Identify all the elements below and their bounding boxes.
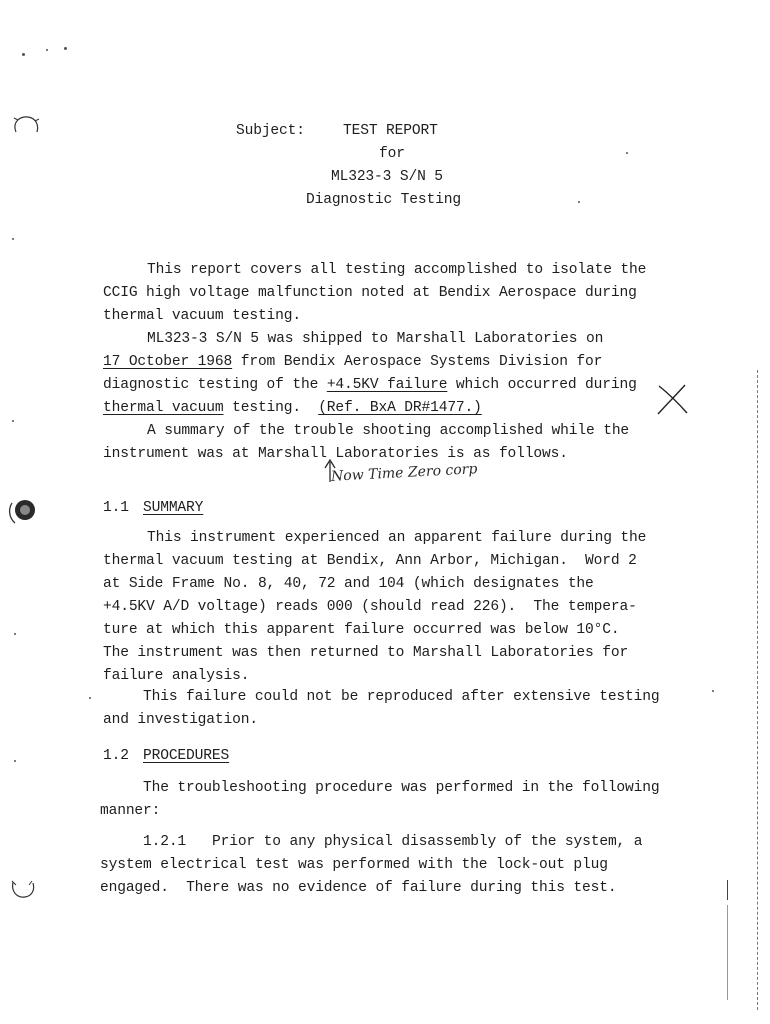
scan-speck: [46, 49, 48, 51]
scan-edge-shadow: [757, 370, 760, 1010]
intro-p3-line-1: A summary of the trouble shooting accomplished while the: [147, 423, 630, 439]
scan-speck: [64, 47, 67, 50]
subsection-number-1-2-1: 1.2.1: [143, 834, 187, 850]
intro-p2-line-1: ML323-3 S/N 5 was shipped to Marshall Laboratories on: [147, 331, 604, 347]
scan-speck: [12, 420, 14, 422]
punch-hole-bottom: [8, 872, 38, 902]
summary-p1-line-3: at Side Frame No. 8, 40, 72 and 104 (which designates the: [103, 576, 594, 592]
punch-hole-middle: [6, 493, 40, 527]
scan-speck: [12, 238, 14, 240]
scan-speck: [14, 760, 16, 762]
report-model: ML323-3 S/N 5: [331, 169, 443, 185]
summary-p1-line-7: failure analysis.: [103, 668, 250, 684]
scan-speck: [578, 201, 580, 203]
scan-edge-mark: [727, 880, 728, 900]
section-heading-summary: SUMMARY: [143, 500, 204, 516]
scan-speck: [22, 53, 25, 56]
subsection-line-3: engaged. There was no evidence of failure during this test.: [100, 880, 617, 896]
scan-speck: [626, 152, 628, 154]
summary-p2-line-2: and investigation.: [103, 712, 258, 728]
summary-p1-line-4: +4.5KV A/D voltage) reads 000 (should read 226). The tempera-: [103, 599, 637, 615]
subject-label: Subject:: [236, 123, 305, 139]
summary-p1-line-1: This instrument experienced an apparent failure during the: [147, 530, 647, 546]
scan-speck: [712, 690, 714, 692]
scan-speck: [14, 633, 16, 635]
scan-speck: [89, 697, 91, 699]
punch-hole-top: [10, 112, 42, 142]
intro-p2-line-2: 17 October 1968 from Bendix Aerospace Systems Division for: [103, 354, 603, 370]
intro-p1-line-2: CCIG high voltage malfunction noted at Bendix Aerospace during: [103, 285, 637, 301]
intro-p3-line-2: instrument was at Marshall Laboratories is as follows.: [103, 446, 568, 462]
scan-edge-mark: [727, 905, 728, 1000]
section-number-1-2: 1.2: [103, 748, 129, 764]
handwritten-note: Now Time Zero corp: [330, 461, 478, 485]
intro-p1-line-1: This report covers all testing accomplished to isolate the: [147, 262, 647, 278]
section-heading-procedures: PROCEDURES: [143, 748, 230, 764]
reference-number: (Ref. BxA DR#1477.): [318, 400, 482, 416]
report-purpose: Diagnostic Testing: [306, 192, 461, 208]
section-number-1-1: 1.1: [103, 500, 129, 516]
intro-p2-line-4: thermal vacuum testing. (Ref. BxA DR#1477.): [103, 400, 482, 416]
shipping-date: 17 October 1968: [103, 354, 233, 370]
procedures-p1-line-1: The troubleshooting procedure was performed in the following: [143, 780, 660, 796]
summary-p1-line-2: thermal vacuum testing at Bendix, Ann Arbor, Michigan. Word 2: [103, 553, 637, 569]
summary-p2-line-1: This failure could not be reproduced after extensive testing: [143, 689, 660, 705]
summary-p1-line-6: The instrument was then returned to Marshall Laboratories for: [103, 645, 629, 661]
report-for: for: [379, 146, 405, 162]
summary-p1-line-5: ture at which this apparent failure occurred was below 10°C.: [103, 622, 620, 638]
intro-p1-line-3: thermal vacuum testing.: [103, 308, 301, 324]
subsection-line-1: Prior to any physical disassembly of the system, a: [212, 834, 643, 850]
handwritten-x-mark: [655, 382, 691, 416]
failure-description: +4.5KV failure: [326, 377, 448, 393]
intro-p2-line-3: diagnostic testing of the +4.5KV failure which occurred during: [103, 377, 637, 393]
report-title: TEST REPORT: [343, 123, 438, 139]
subsection-line-2: system electrical test was performed with the lock-out plug: [100, 857, 608, 873]
procedures-p1-line-2: manner:: [100, 803, 161, 819]
